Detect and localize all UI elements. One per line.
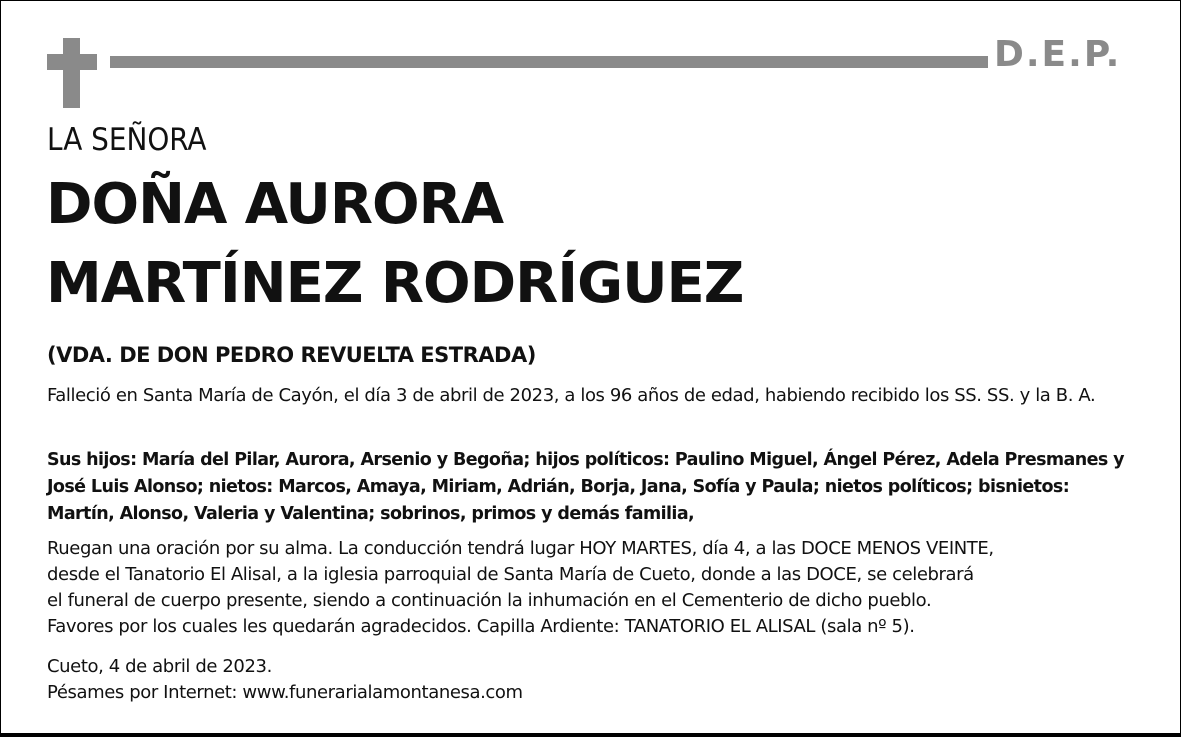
cross-icon-bar	[47, 54, 97, 70]
death-notice: Falleció en Santa María de Cayón, el día 3 de abril de 2023, a los 96 años de edad, habiendo recibido los SS. SS. y la B. A.	[47, 385, 1096, 406]
deceased-name-line2: MARTÍNEZ RODRÍGUEZ	[46, 251, 744, 316]
service-line: desde el Tanatorio El Alisal, a la iglesia parroquial de Santa María de Cueto, donde a las DOCE, se celebrará	[47, 564, 974, 585]
header-rule	[110, 56, 988, 68]
widow-of: (VDA. DE DON PEDRO REVUELTA ESTRADA)	[47, 343, 536, 367]
service-line: el funeral de cuerpo presente, siendo a continuación la inhumación en el Cementerio de dicho pueblo.	[47, 590, 932, 611]
cross-icon	[63, 38, 80, 108]
service-line: Ruegan una oración por su alma. La conducción tendrá lugar HOY MARTES, día 4, a las DOCE MENOS VEINTE,	[47, 538, 994, 559]
family-list: Sus hijos: María del Pilar, Aurora, Arsenio y Begoña; hijos políticos: Paulino Miguel, Ángel Pérez, Adela Presmanes y José Luis Alonso; nietos: Marcos, Amaya, Miriam, Adrián, Borja, Jana, Sofía y Paula; nietos políticos; bisnietos: Martín, Alonso, Valeria y Valentina; sobrinos, primos y demás familia,	[47, 450, 1124, 524]
service-line: Favores por los cuales les quedarán agradecidos. Capilla Ardiente: TANATORIO EL ALISAL (sala nº 5).	[47, 616, 915, 637]
dep-label: D.E.P.	[994, 34, 1122, 75]
closing	[47, 654, 1137, 706]
deceased-name-line1: DOÑA AURORA	[46, 172, 504, 237]
honorific-prefix: LA SEÑORA	[47, 122, 207, 158]
place-date: Cueto, 4 de abril de 2023.	[47, 656, 272, 677]
service-details	[47, 536, 1137, 640]
condolences-link[interactable]: Pésames por Internet: www.funerarialamontanesa.com	[47, 682, 523, 703]
